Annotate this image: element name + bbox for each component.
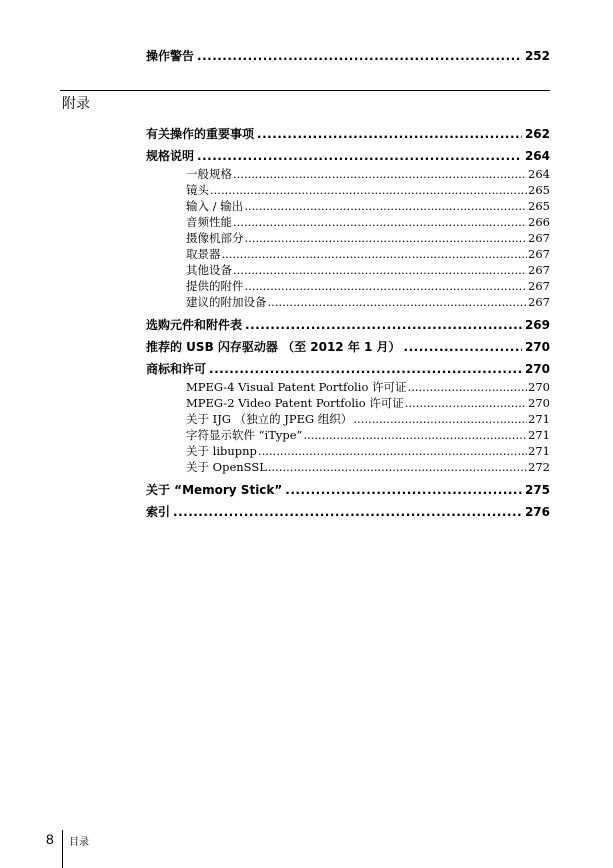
toc-leader-dots: [233, 167, 527, 181]
toc-entry-title: 商标和许可: [146, 362, 207, 376]
toc-entry-index[interactable]: [146, 503, 550, 520]
toc-subentry[interactable]: [186, 214, 550, 230]
toc-subentry[interactable]: [186, 443, 550, 459]
toc-subentry-title: 建议的附加设备: [186, 295, 267, 309]
toc-subentry-title: 音频性能: [186, 215, 232, 229]
toc-leader-dots: [233, 215, 527, 229]
toc-entry-page: 262: [524, 127, 550, 141]
toc-subentry-title: 提供的附件: [186, 279, 244, 293]
toc-subentry-title: 关于 libupnp: [186, 444, 257, 458]
toc-subentry-page: 265: [528, 183, 550, 197]
toc-leader-dots: [233, 263, 527, 277]
toc-entry-page: 252: [524, 49, 550, 63]
toc-entry-title: 规格说明: [146, 149, 195, 163]
toc-entry-page: 264: [524, 149, 550, 163]
toc-leader-dots: [257, 127, 522, 141]
toc-entry-page: 275: [524, 483, 550, 497]
toc-entry-trademarks[interactable]: [146, 360, 550, 377]
toc-subentry-title: 其他设备: [186, 263, 232, 277]
toc-subentry[interactable]: [186, 459, 550, 475]
toc-subentry[interactable]: [186, 262, 550, 278]
toc-subentry-page: 267: [528, 247, 550, 261]
toc-subentry-page: 270: [528, 396, 550, 410]
toc-subentry-page: 272: [528, 460, 550, 474]
page-number: 8: [46, 831, 54, 847]
toc-entry-page: 270: [524, 340, 550, 354]
toc-entry-page: 270: [524, 362, 550, 376]
toc-subentry-page: 271: [528, 412, 550, 426]
toc-entry-title: 关于 “Memory Stick”: [146, 483, 283, 497]
toc-subentry-title: 取景器: [186, 247, 221, 261]
toc-leader-dots: [404, 340, 522, 354]
toc-entry-title: 操作警告: [146, 49, 195, 63]
toc-entry-operation-warnings[interactable]: [146, 47, 550, 64]
toc-leader-dots: [245, 279, 528, 293]
toc-subentry-page: 266: [528, 215, 550, 229]
toc-leader-dots: [258, 444, 527, 458]
toc-subentry-title: MPEG-2 Video Patent Portfolio 许可证: [186, 396, 404, 410]
toc-entry-title: 选购元件和附件表: [146, 318, 243, 332]
toc-subentry-title: 一般规格: [186, 167, 232, 181]
toc-subentry-title: 镜头: [186, 183, 209, 197]
toc-subentry-title: 字符显示软件 “iType”: [186, 428, 303, 442]
toc-entry-important-notes[interactable]: [146, 125, 550, 142]
toc-leader-dots: [405, 396, 527, 410]
toc-subentry[interactable]: [186, 379, 550, 395]
toc-leader-dots: [408, 380, 527, 394]
toc-entry-title: 推荐的 USB 闪存驱动器 （至 2012 年 1 月）: [146, 340, 401, 354]
toc-subentry-page: 264: [528, 167, 550, 181]
footer-label: 目录: [69, 837, 89, 848]
toc-leader-dots: [197, 149, 522, 163]
toc-subentry[interactable]: [186, 395, 550, 411]
toc-entry-title: 有关操作的重要事项: [146, 127, 255, 141]
toc-subentry-page: 271: [528, 428, 550, 442]
toc-leader-dots: [210, 183, 527, 197]
footer-divider: [62, 830, 63, 868]
toc-entry-page: 269: [524, 318, 550, 332]
toc-subentry-title: 摄像机部分: [186, 231, 244, 245]
toc-subentry[interactable]: [186, 294, 550, 310]
toc-leader-dots: [245, 231, 528, 245]
toc-subentry-page: 265: [528, 199, 550, 213]
toc-entry-page: 276: [524, 505, 550, 519]
toc-leader-dots: [209, 362, 522, 376]
toc-subentry-title: 输入 / 输出: [186, 199, 244, 213]
section-title: 附录: [62, 96, 90, 112]
toc-leader-dots: [245, 318, 522, 332]
toc-leader-dots: [353, 412, 527, 426]
toc-subentry-page: 267: [528, 279, 550, 293]
toc-leader-dots: [222, 247, 528, 261]
toc-entry-memory-stick[interactable]: [146, 481, 550, 498]
toc-subentry[interactable]: [186, 182, 550, 198]
toc-subentry-title: 关于 IJG （独立的 JPEG 组织）: [186, 412, 353, 426]
toc-subentry[interactable]: [186, 166, 550, 182]
toc-subentry-page: 267: [528, 295, 550, 309]
toc-subentry-page: 271: [528, 444, 550, 458]
toc-entry-title: 索引: [146, 505, 171, 519]
toc-subentry-title: 关于 OpenSSL: [186, 460, 267, 474]
toc-leader-dots: [268, 460, 527, 474]
toc-subentry-page: 270: [528, 380, 550, 394]
toc-subentry-page: 267: [528, 263, 550, 277]
toc-leader-dots: [303, 428, 527, 442]
toc-leader-dots: [244, 199, 527, 213]
toc-subentry[interactable]: [186, 427, 550, 443]
toc-leader-dots: [268, 295, 528, 309]
toc-entry-specifications[interactable]: [146, 147, 550, 164]
toc-entry-optional-accessories[interactable]: [146, 316, 550, 333]
toc-subentry[interactable]: [186, 278, 550, 294]
toc-leader-dots: [197, 49, 522, 63]
section-divider: [60, 90, 550, 91]
toc-leader-dots: [173, 505, 522, 519]
toc-subentry[interactable]: [186, 411, 550, 427]
toc-subentry[interactable]: [186, 198, 550, 214]
toc-leader-dots: [285, 483, 522, 497]
toc-subentry-title: MPEG-4 Visual Patent Portfolio 许可证: [186, 380, 407, 394]
toc-entry-usb-drives[interactable]: [146, 338, 550, 355]
toc-subentry[interactable]: [186, 230, 550, 246]
toc-subentry[interactable]: [186, 246, 550, 262]
toc-subentry-page: 267: [528, 231, 550, 245]
